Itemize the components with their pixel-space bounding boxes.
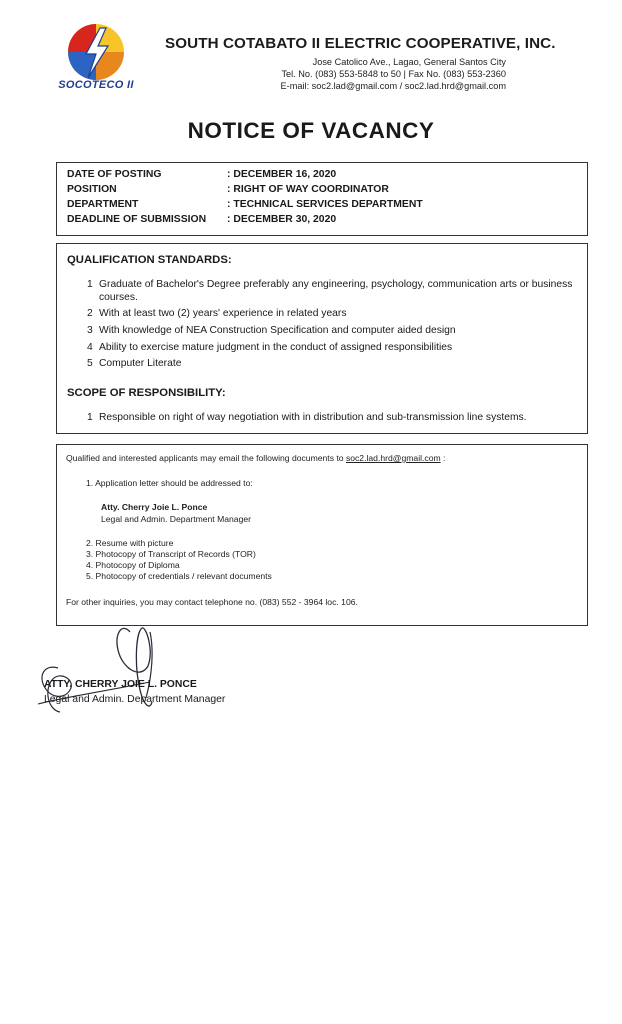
detail-value: : DECEMBER 16, 2020: [227, 169, 337, 180]
requirement-item-1: 1. Application letter should be addressed to:: [86, 478, 253, 488]
requirement-item-5: 5. Photocopy of credentials / relevant documents: [86, 571, 272, 581]
application-requirements-box: [56, 444, 588, 626]
organization-name: SOUTH COTABATO II ELECTRIC COOPERATIVE, INC.: [165, 35, 556, 52]
detail-value: : RIGHT OF WAY COORDINATOR: [227, 184, 389, 195]
detail-value: : DECEMBER 30, 2020: [227, 214, 337, 225]
inquiries-text: For other inquiries, you may contact telephone no. (083) 552 - 3964 loc. 106.: [66, 597, 358, 607]
socoteco-logo: [50, 22, 142, 94]
item-text: Responsible on right of way negotiation with in distribution and sub-transmission line systems.: [99, 412, 527, 423]
detail-label: DATE OF POSTING: [67, 169, 162, 180]
qualifications-box: [56, 243, 588, 434]
detail-label: POSITION: [67, 184, 117, 195]
requirement-item-3: 3. Photocopy of Transcript of Records (TOR): [86, 549, 256, 559]
application-intro: [66, 453, 445, 464]
detail-label: DEPARTMENT: [67, 199, 139, 210]
intro-text: Qualified and interested applicants may email the following documents to: [66, 453, 344, 463]
scope-heading: SCOPE OF RESPONSIBILITY:: [67, 387, 226, 399]
organization-address: Jose Catolico Ave., Lagao, General Santos City: [312, 57, 506, 67]
vacancy-details-box: [56, 162, 588, 236]
hr-email-link[interactable]: soc2.lad.hrd@gmail.com: [345, 453, 441, 463]
handwritten-signature: [30, 620, 180, 720]
item-number: 5: [87, 358, 93, 369]
requirement-item-4: 4. Photocopy of Diploma: [86, 560, 180, 570]
logo-emblem-icon: [66, 22, 126, 84]
signatory-name: ATTY. CHERRY JOIE L. PONCE: [44, 679, 197, 690]
item-text: With knowledge of NEA Construction Specification and computer aided design: [99, 325, 456, 336]
qualifications-heading: QUALIFICATION STANDARDS:: [67, 254, 232, 266]
item-number: 2: [87, 308, 93, 319]
requirement-item-2: 2. Resume with picture: [86, 538, 174, 548]
detail-value: : TECHNICAL SERVICES DEPARTMENT: [227, 199, 423, 210]
organization-telephone: Tel. No. (083) 553-5848 to 50 | Fax No. (083) 553-2360: [281, 69, 506, 79]
page-title: NOTICE OF VACANCY: [187, 118, 435, 143]
item-text: With at least two (2) years' experience in related years: [99, 308, 347, 319]
addressee-title: Legal and Admin. Department Manager: [101, 514, 252, 524]
organization-email: E-mail: soc2.lad@gmail.com / soc2.lad.hrd@gmail.com: [280, 81, 506, 91]
item-number: 1: [87, 279, 93, 290]
intro-end: :: [443, 453, 446, 463]
signatory-title: Legal and Admin. Department Manager: [44, 694, 226, 705]
item-text: Computer Literate: [99, 358, 182, 369]
detail-label: DEADLINE OF SUBMISSION: [67, 214, 207, 225]
item-number: 1: [87, 412, 93, 423]
item-text: Ability to exercise mature judgment in the conduct of assigned responsibilities: [99, 342, 453, 353]
item-number: 4: [87, 342, 93, 353]
addressee-name: Atty. Cherry Joie L. Ponce: [101, 502, 208, 512]
item-text: Graduate of Bachelor's Degree preferably any engineering, psychology, communication arts or business courses.: [99, 279, 573, 303]
item-number: 3: [87, 325, 93, 336]
logo-text: SOCOTECO II: [58, 79, 134, 91]
